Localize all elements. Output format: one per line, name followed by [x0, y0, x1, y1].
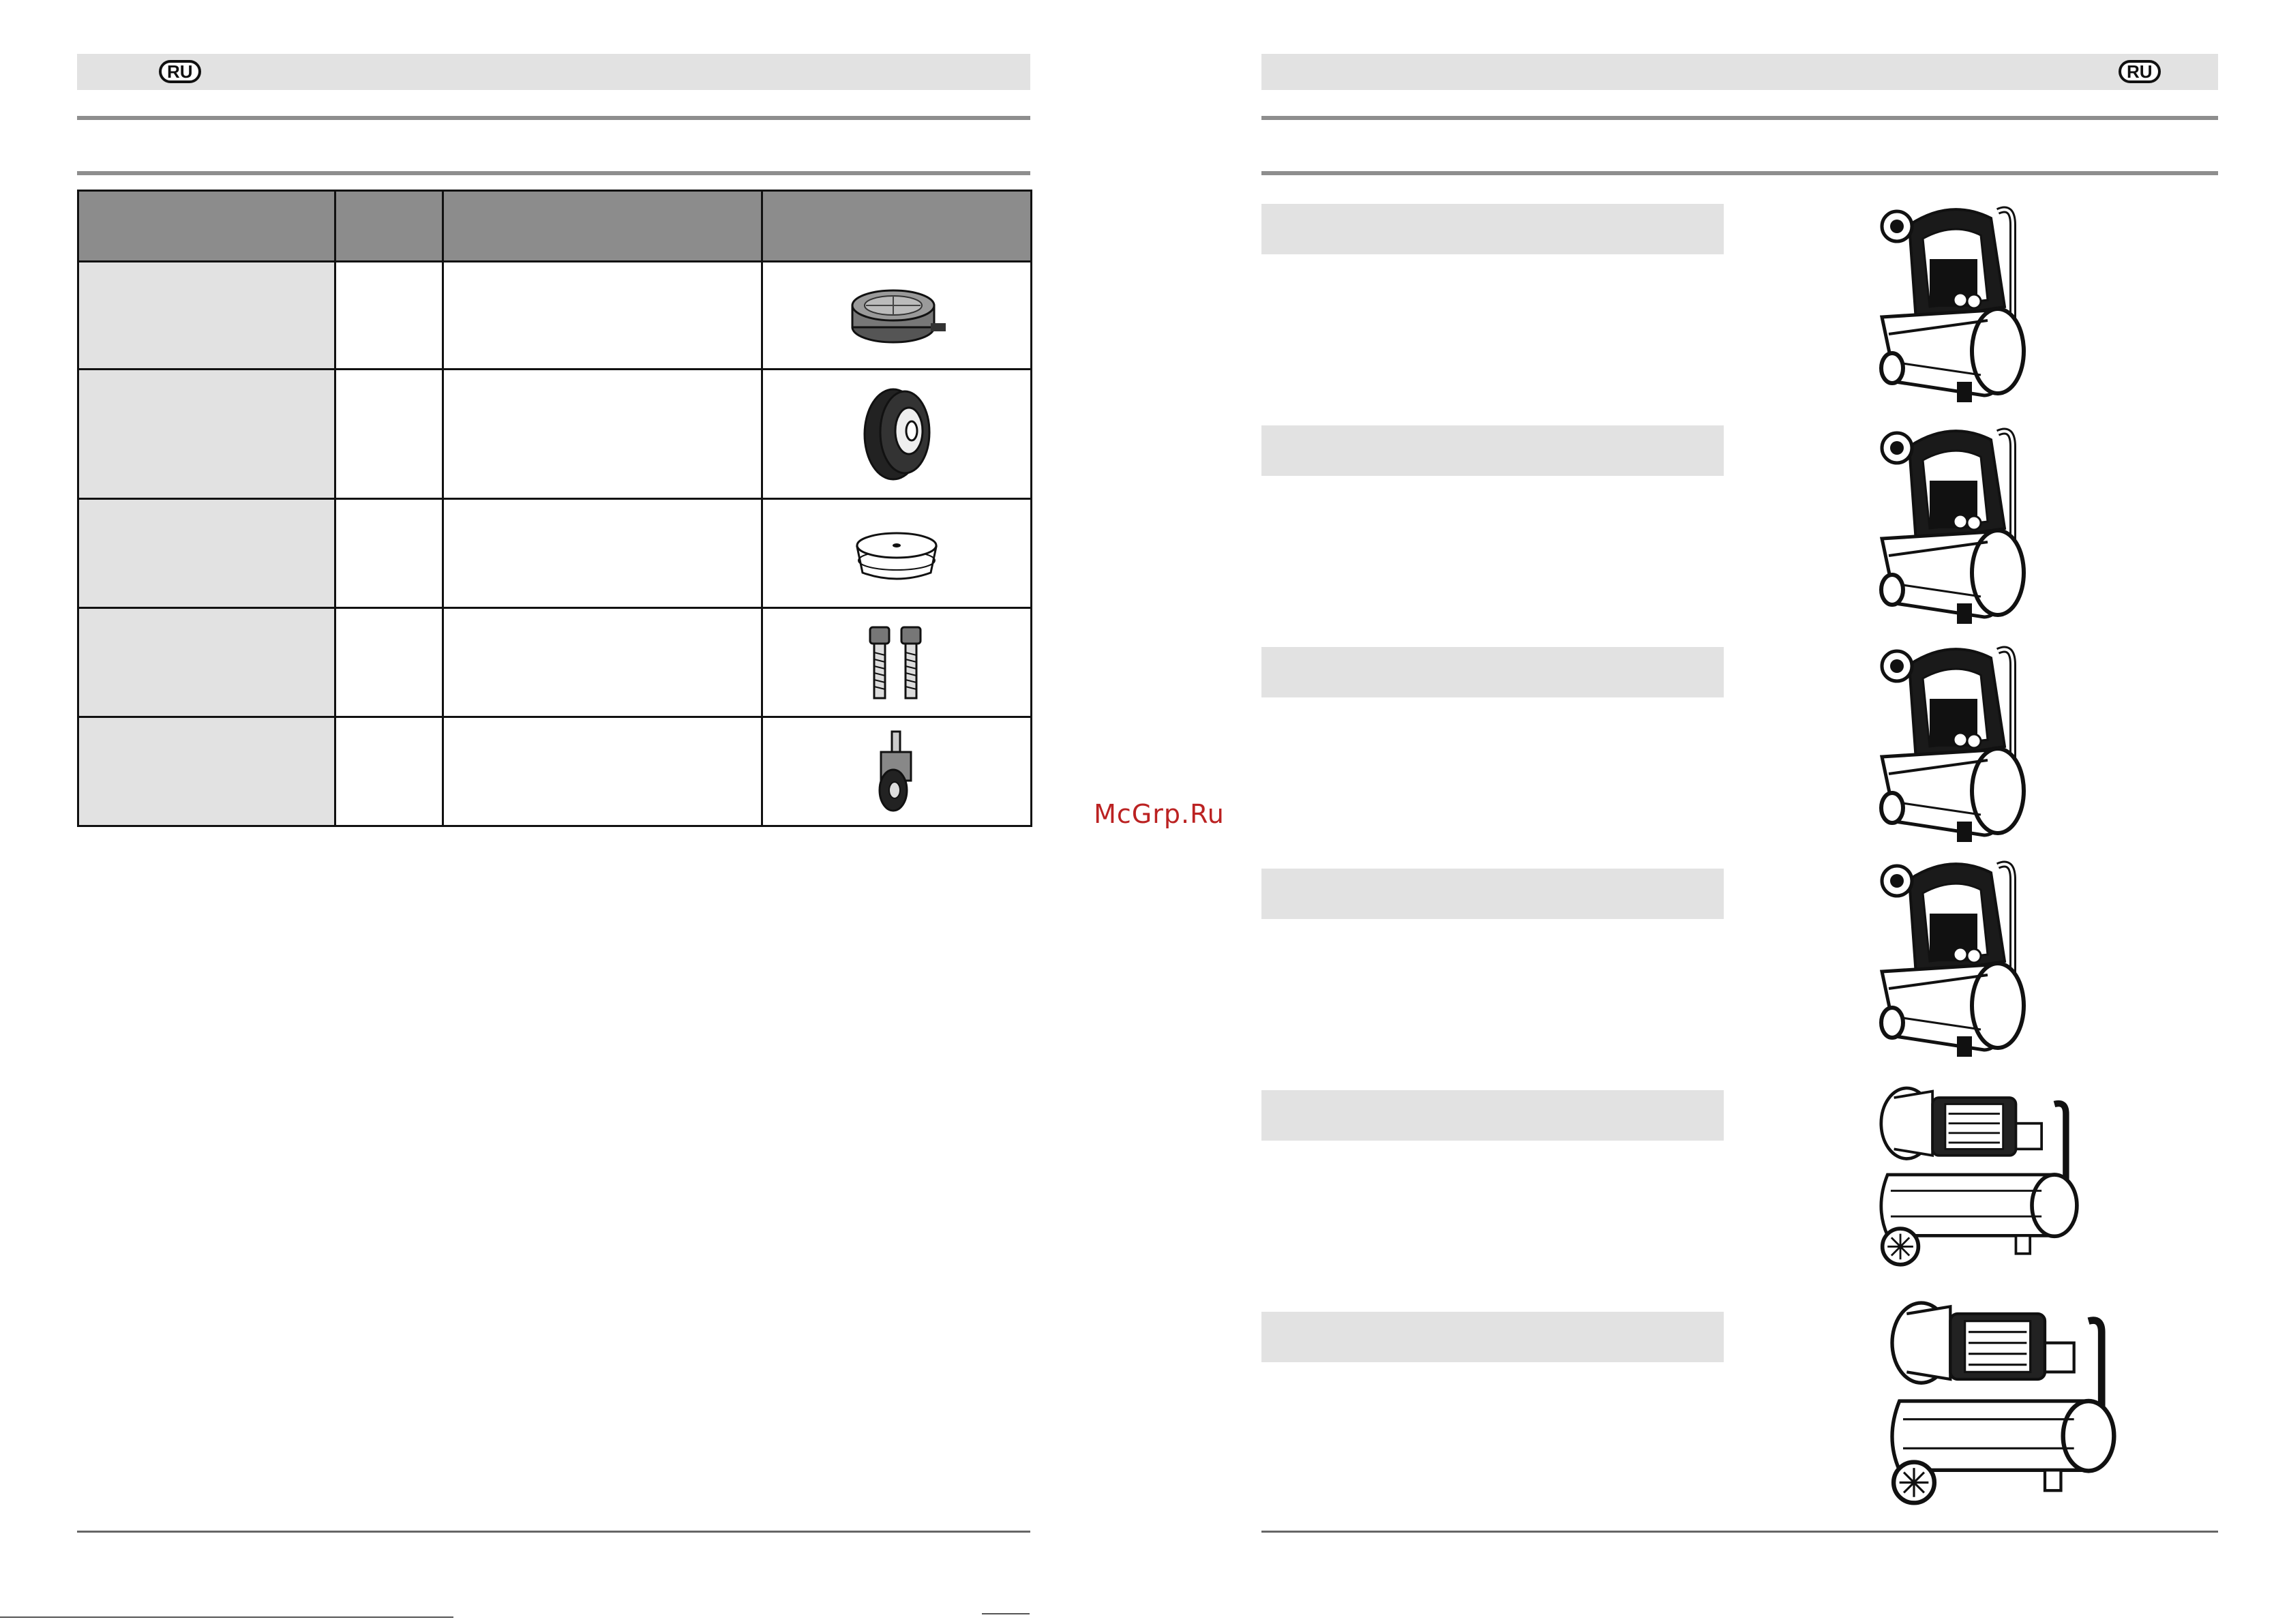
part-name	[78, 370, 335, 499]
air-filter-icon	[846, 278, 948, 353]
model-title-bar	[1261, 869, 1724, 919]
footer-rule	[77, 1531, 1030, 1533]
header-bar	[77, 54, 1030, 90]
header-bar	[1261, 54, 2218, 90]
part-description	[443, 608, 762, 717]
table-row	[78, 262, 1032, 370]
header-rule	[77, 116, 1030, 120]
right-page	[1241, 0, 2289, 1624]
part-name	[78, 608, 335, 717]
column-header-description	[443, 191, 762, 262]
v-twin-compressor-icon	[1875, 1292, 2127, 1510]
part-qty	[335, 370, 443, 499]
table-row	[78, 608, 1032, 717]
column-header-image	[762, 191, 1032, 262]
column-header-qty	[335, 191, 443, 262]
direct-drive-compressor-icon	[1868, 637, 2059, 842]
part-name	[78, 499, 335, 608]
watermark: McGrp.Ru	[1094, 799, 1225, 829]
part-name	[78, 262, 335, 370]
header-rule	[1261, 116, 2218, 120]
parts-table	[77, 190, 1032, 827]
caster-wheel-icon	[866, 727, 927, 816]
part-qty	[335, 262, 443, 370]
model-title-bar	[1261, 425, 1724, 476]
part-qty	[335, 608, 443, 717]
part-name	[78, 717, 335, 826]
model-section	[1261, 647, 2218, 852]
direct-drive-compressor-icon	[1868, 419, 2059, 624]
model-section	[1261, 425, 2218, 630]
language-badge: RU	[159, 60, 201, 83]
direct-drive-compressor-icon	[1868, 198, 2059, 402]
left-page	[0, 0, 1091, 1624]
model-title-bar	[1261, 647, 1724, 697]
wheel-icon	[856, 383, 938, 485]
part-description	[443, 499, 762, 608]
footer-rule	[1261, 1531, 2218, 1533]
model-section	[1261, 204, 2218, 408]
table-row	[78, 370, 1032, 499]
model-title-bar	[1261, 204, 1724, 254]
table-row	[78, 717, 1032, 826]
section-rule	[1261, 171, 2218, 175]
bottom-mark	[982, 1613, 1030, 1618]
rubber-foot-icon	[849, 520, 944, 588]
table-header-row	[78, 191, 1032, 262]
bolt-pair-icon	[859, 622, 934, 704]
section-rule	[77, 171, 1030, 175]
model-title-bar	[1261, 1090, 1724, 1141]
part-description	[443, 370, 762, 499]
part-description	[443, 717, 762, 826]
model-section	[1261, 869, 2218, 1073]
model-title-bar	[1261, 1312, 1724, 1362]
table-row	[78, 499, 1032, 608]
bottom-hairline	[0, 1617, 453, 1618]
direct-drive-compressor-icon	[1868, 852, 2059, 1057]
language-badge: RU	[2119, 60, 2161, 83]
column-header-name	[78, 191, 335, 262]
v-twin-compressor-icon	[1868, 1069, 2086, 1280]
part-qty	[335, 717, 443, 826]
part-description	[443, 262, 762, 370]
part-qty	[335, 499, 443, 608]
